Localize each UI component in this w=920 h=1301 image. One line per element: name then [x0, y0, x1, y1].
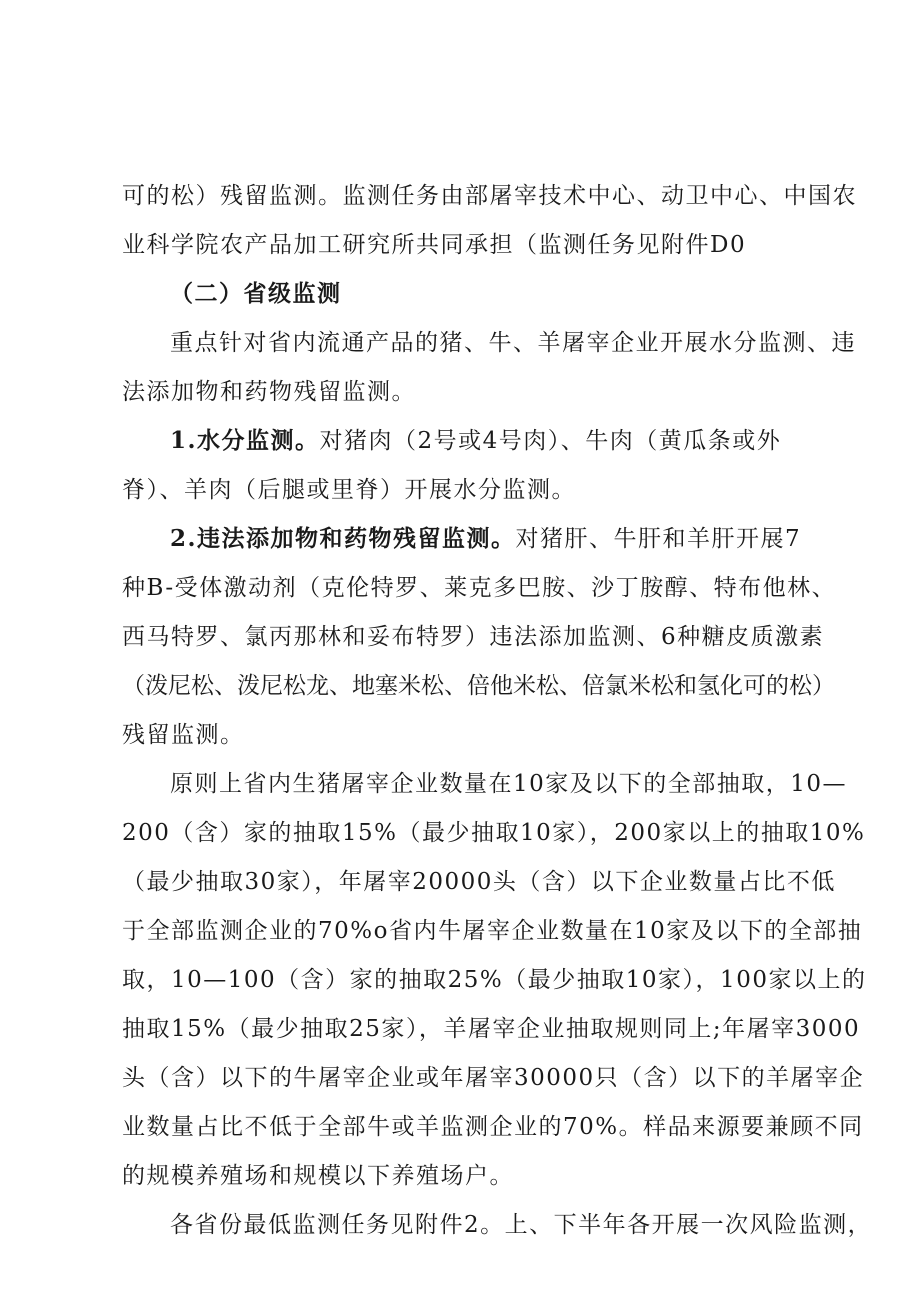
paragraph-line: 原则上省内生猪屠宰企业数量在10家及以下的全部抽取，10—	[170, 771, 848, 797]
paragraph-line: 各省份最低监测任务见附件2。上、下半年各开展一次风险监测，	[170, 1212, 873, 1238]
paragraph-line: （泼尼松、泼尼松龙、地塞米松、倍他米松、倍氯米松和氢化可的松）	[122, 673, 835, 699]
paragraph-line: 可的松）残留监测。监测任务由部屠宰技术中心、动卫中心、中国农	[122, 183, 857, 209]
paragraph-line: 种B-受体激动剂（克伦特罗、莱克多巴胺、沙丁胺醇、特布他林、	[122, 575, 837, 601]
paragraph-line: 业数量占比不低于全部牛或羊监测企业的70%。样品来源要兼顾不同	[122, 1114, 864, 1140]
paragraph-line: 法添加物和药物残留监测。	[122, 379, 416, 405]
paragraph-line: 业科学院农产品加工研究所共同承担（监测任务见附件D0	[122, 232, 747, 258]
paragraph-line: 取，10—100（含）家的抽取25%（最少抽取10家），100家以上的	[122, 967, 867, 993]
item-heading: 1.水分监测。	[170, 427, 320, 454]
paragraph-line: 头（含）以下的牛屠宰企业或年屠宰30000只（含）以下的羊屠宰企	[122, 1065, 865, 1091]
item-text: 对猪肉（2号或4号肉）、牛肉（黄瓜条或外	[319, 428, 782, 454]
paragraph-line	[170, 523, 801, 555]
paragraph-line	[170, 425, 781, 457]
paragraph-line: 西马特罗、氯丙那林和妥布特罗）违法添加监测、6种糖皮质激素	[122, 624, 825, 650]
item-text: 对猪肝、牛肝和羊肝开展7	[515, 526, 802, 552]
paragraph-line: 200（含）家的抽取15%（最少抽取10家），200家以上的抽取10%	[122, 820, 866, 846]
paragraph-line: 的规模养殖场和规模以下养殖场户。	[122, 1163, 514, 1189]
paragraph-line: 重点针对省内流通产品的猪、牛、羊屠宰企业开展水分监测、违	[170, 330, 856, 356]
paragraph-line: 于全部监测企业的70%o省内牛屠宰企业数量在10家及以下的全部抽	[122, 918, 863, 944]
paragraph-line: 抽取15%（最少抽取25家），羊屠宰企业抽取规则同上;年屠宰3000	[122, 1016, 861, 1042]
paragraph-line: （最少抽取30家），年屠宰20000头（含）以下企业数量占比不低	[122, 869, 836, 895]
item-heading: 2.违法添加物和药物残留监测。	[170, 525, 516, 552]
paragraph-line: 残留监测。	[122, 722, 245, 748]
paragraph-line: 脊）、羊肉（后腿或里脊）开展水分监测。	[122, 477, 576, 503]
section-heading: （二）省级监测	[170, 280, 342, 307]
